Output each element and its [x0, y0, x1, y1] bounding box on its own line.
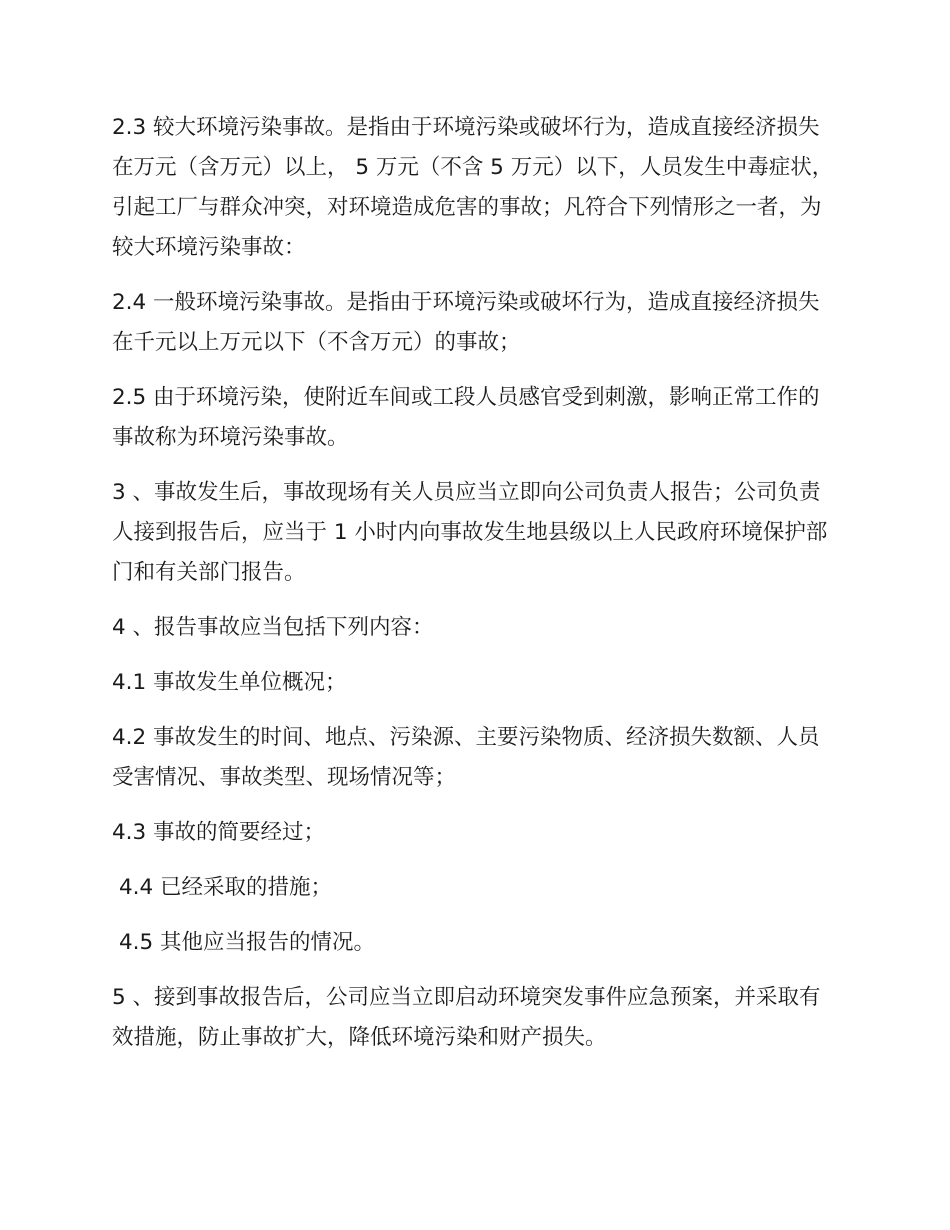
paragraph-4-4: 4.4 已经采取的措施；	[119, 875, 333, 900]
paragraph-3: 3 、事故发生后，事故现场有关人员应当立即向公司负责人报告；公司负责人接到报告后，应当于 1 小时内向事故发生地县级以上人民政府环境保护部门和有关部门报告。	[112, 480, 828, 585]
paragraph-2-3: 2.3 较大环境污染事故。是指由于环境污染或破坏行为，造成直接经济损失在万元（含万元）以上， 5 万元（不含 5 万元）以下，人员发生中毒症状，引起工厂与群众冲突，对环境造成危害的事故；凡符合下列情形之一者，为较大环境污染事故：	[112, 115, 834, 260]
paragraph-4-2: 4.2 事故发生的时间、地点、污染源、主要污染物质、经济损失数额、人员受害情况、事故类型、现场情况等；	[112, 725, 820, 790]
paragraph-5: 5 、接到事故报告后，公司应当立即启动环境突发事件应急预案，并采取有效措施，防止事故扩大，降低环境污染和财产损失。	[112, 985, 821, 1050]
paragraph-4-5: 4.5 其他应当报告的情况。	[119, 930, 376, 955]
paragraph-2-5: 2.5 由于环境污染，使附近车间或工段人员感官受到刺激，影响正常工作的事故称为环境污染事故。	[112, 385, 820, 450]
paragraph-4-1: 4.1 事故发生单位概况；	[112, 670, 347, 695]
paragraph-4-3: 4.3 事故的简要经过；	[112, 820, 326, 845]
paragraph-2-4: 2.4 一般环境污染事故。是指由于环境污染或破坏行为，造成直接经济损失在千元以上万元以下（不含万元）的事故；	[112, 290, 820, 355]
paragraph-4: 4 、报告事故应当包括下列内容：	[112, 615, 434, 640]
document-body	[112, 108, 838, 1073]
